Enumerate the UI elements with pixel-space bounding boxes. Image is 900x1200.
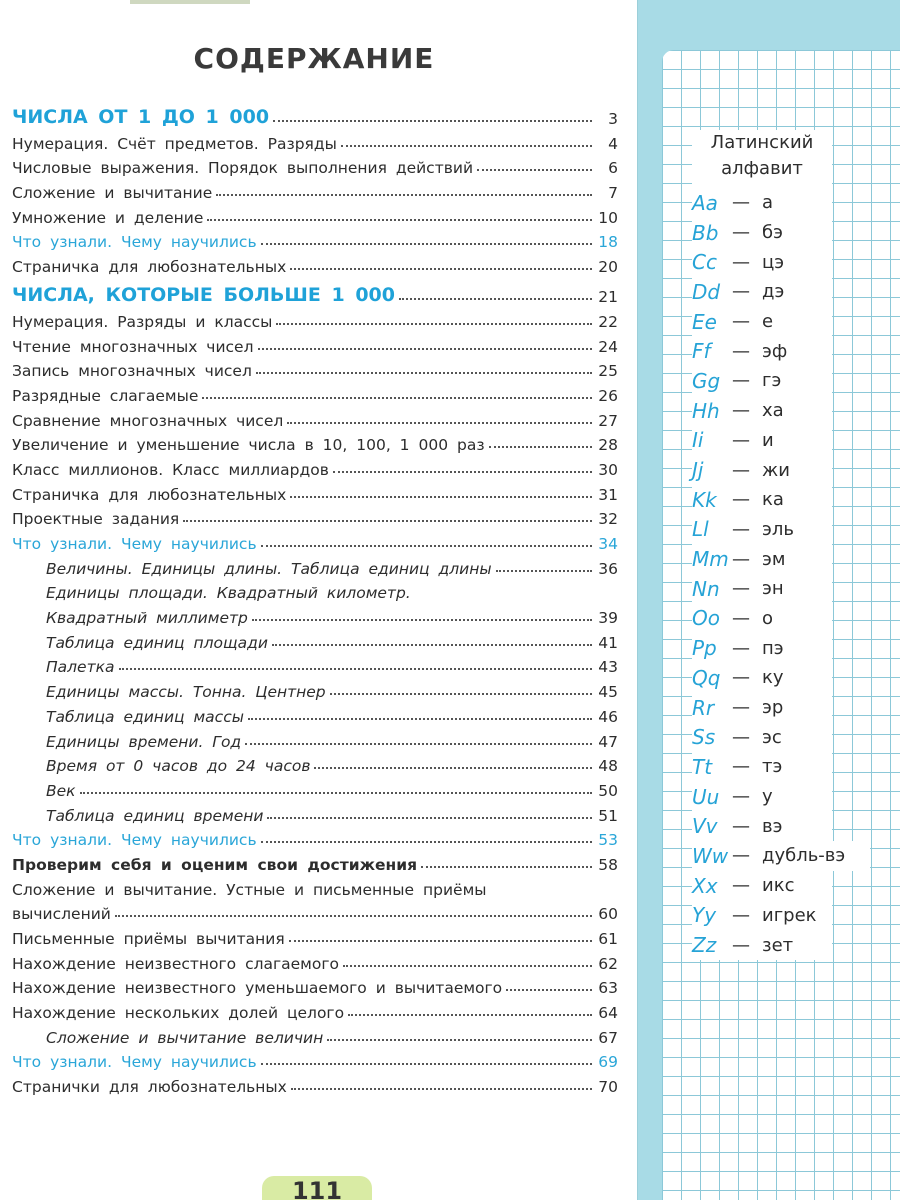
toc-entry-page: 48 bbox=[598, 757, 618, 776]
toc-entry-title: Сложение и вычитание величин bbox=[46, 1028, 324, 1047]
alphabet-letter-row bbox=[692, 871, 832, 901]
letter-dash: — bbox=[732, 815, 750, 837]
toc-entry-page: 30 bbox=[598, 460, 618, 479]
toc-entry-title: Нахождение неизвестного слагаемого bbox=[12, 954, 339, 973]
toc-entry bbox=[12, 1047, 618, 1072]
letter-dash: — bbox=[732, 281, 750, 303]
toc-entry-page: 22 bbox=[598, 312, 618, 331]
toc-entry bbox=[12, 775, 618, 800]
latin-letter: Cc bbox=[692, 250, 717, 275]
toc-entry-title: Что узнали. Чему научились bbox=[12, 1053, 257, 1072]
toc-entry-title: Проверим себя и оценим свои достижения bbox=[12, 855, 418, 874]
letter-russian-name: о bbox=[762, 607, 774, 629]
letter-russian-name: цэ bbox=[762, 251, 785, 273]
letter-russian-name: икс bbox=[762, 875, 795, 897]
toc-entry bbox=[12, 528, 618, 553]
letter-russian-name: игрек bbox=[762, 904, 817, 926]
letter-russian-name: ка bbox=[762, 489, 784, 511]
alphabet-letter-row bbox=[692, 396, 832, 426]
letter-dash: — bbox=[732, 667, 750, 689]
toc-leader-dots bbox=[290, 268, 592, 270]
toc-entry-page: 6 bbox=[608, 159, 618, 178]
toc-entry-page: 26 bbox=[598, 386, 618, 405]
toc-entry-title: Что узнали. Чему научились bbox=[12, 831, 257, 850]
letter-dash: — bbox=[732, 904, 750, 926]
alphabet-letter-row bbox=[692, 485, 832, 515]
toc-entry-page: 7 bbox=[608, 184, 618, 203]
latin-letter: Jj bbox=[692, 458, 704, 483]
toc-entry bbox=[12, 276, 618, 306]
alphabet-letter-row bbox=[692, 901, 832, 931]
toc-entry-title: Величины. Единицы длины. Таблица единиц длины bbox=[46, 559, 492, 578]
letter-russian-name: а bbox=[762, 192, 774, 214]
alphabet-letter-row bbox=[692, 930, 832, 960]
toc-entry-title: Умножение и деление bbox=[12, 208, 204, 227]
letter-russian-name: тэ bbox=[762, 756, 783, 778]
toc-entry-page: 43 bbox=[598, 658, 618, 677]
toc-entry-title: Единицы времени. Год bbox=[46, 732, 242, 751]
toc-entry-page: 20 bbox=[598, 258, 618, 277]
toc-entry bbox=[12, 227, 618, 252]
toc-entry bbox=[12, 800, 618, 825]
latin-letter: Oo bbox=[692, 606, 720, 631]
toc-entry-title: Увеличение и уменьшение числа в 10, 100, 1 000 раз bbox=[12, 436, 485, 455]
toc-entry bbox=[12, 973, 618, 998]
alphabet-letter-row bbox=[692, 218, 832, 248]
alphabet-letter-row bbox=[692, 841, 870, 871]
letter-dash: — bbox=[732, 429, 750, 451]
alphabet-letter-row bbox=[692, 722, 832, 752]
page-title: СОДЕРЖАНИЕ bbox=[193, 42, 435, 75]
toc-leader-dots bbox=[267, 817, 592, 819]
toc-leader-dots bbox=[287, 422, 592, 424]
alphabet-letter-row bbox=[692, 188, 832, 218]
page-number: 111 bbox=[291, 1177, 343, 1200]
alphabet-letter-row bbox=[692, 366, 832, 396]
toc-leader-dots bbox=[276, 323, 592, 325]
latin-letter: Pp bbox=[692, 636, 717, 661]
alphabet-title-line1: Латинский bbox=[710, 132, 814, 153]
toc-entry-title: Сложение и вычитание. Устные и письменные приёмы bbox=[12, 880, 487, 899]
toc-entry-title: Письменные приёмы вычитания bbox=[12, 930, 285, 948]
alphabet-letter-row bbox=[692, 247, 832, 277]
toc-entry-title: Век bbox=[46, 781, 76, 800]
toc-entry bbox=[12, 849, 618, 874]
letter-dash: — bbox=[732, 251, 750, 273]
toc-entry-title: Таблица единиц площади bbox=[46, 633, 268, 652]
toc-entry-page: 36 bbox=[598, 559, 618, 578]
toc-entry-title: Числовые выражения. Порядок выполнения действий bbox=[12, 159, 474, 178]
toc-entry-page: 51 bbox=[598, 806, 618, 825]
toc-leader-dots bbox=[477, 169, 592, 171]
toc-leader-dots bbox=[207, 219, 592, 221]
toc-entry-page: 46 bbox=[598, 707, 618, 726]
toc-leader-dots bbox=[245, 743, 592, 745]
latin-alphabet-panel bbox=[692, 130, 862, 960]
toc-entry-page: 18 bbox=[598, 233, 618, 252]
toc-entry-title: ЧИСЛА, КОТОРЫЕ БОЛЬШЕ 1 000 bbox=[12, 284, 395, 307]
toc-entry-title: Что узнали. Чему научились bbox=[12, 233, 257, 252]
letter-russian-name: эм bbox=[762, 548, 786, 570]
toc-entry-title: Единицы площади. Квадратный километр. bbox=[46, 584, 411, 603]
alphabet-letter-row bbox=[692, 307, 832, 337]
letter-russian-name: ха bbox=[762, 400, 784, 422]
letter-russian-name: жи bbox=[762, 459, 790, 481]
latin-letter: Ff bbox=[692, 339, 711, 364]
toc-entry bbox=[12, 306, 618, 331]
toc-entry-page: 27 bbox=[598, 411, 618, 430]
toc-leader-dots bbox=[261, 841, 592, 843]
letter-dash: — bbox=[732, 400, 750, 422]
toc-entry-title: Сравнение многозначных чисел bbox=[12, 411, 284, 430]
letter-russian-name: у bbox=[762, 786, 773, 808]
toc-entry-page: 70 bbox=[598, 1078, 618, 1097]
toc-entry-page: 41 bbox=[598, 633, 618, 652]
toc-entry-title: Единицы массы. Тонна. Центнер bbox=[46, 683, 326, 702]
toc-entry-page: 10 bbox=[598, 208, 618, 227]
letter-russian-name: пэ bbox=[762, 637, 784, 659]
toc-entry bbox=[12, 454, 618, 479]
alphabet-letter-row bbox=[692, 544, 832, 574]
alphabet-letter-row bbox=[692, 336, 832, 366]
toc-entry bbox=[12, 479, 618, 504]
toc-entry-page: 21 bbox=[598, 288, 618, 307]
toc-leader-dots bbox=[248, 718, 592, 720]
alphabet-title bbox=[692, 130, 832, 188]
toc-entry-title: Сложение и вычитание bbox=[12, 184, 213, 203]
toc-entry-page: 61 bbox=[598, 930, 618, 948]
toc-entry-title: Странички для любознательных bbox=[12, 1078, 287, 1097]
toc-leader-dots bbox=[290, 496, 592, 498]
toc-entry-page: 45 bbox=[598, 683, 618, 702]
alphabet-letter-row bbox=[692, 574, 832, 604]
toc-leader-dots bbox=[421, 866, 592, 868]
toc-entry bbox=[12, 899, 618, 924]
toc-leader-dots bbox=[489, 446, 592, 448]
toc-entry-page: 31 bbox=[598, 485, 618, 504]
toc-entry-page: 28 bbox=[598, 436, 618, 455]
toc-entry bbox=[12, 331, 618, 356]
toc-entry-title: Нумерация. Разряды и классы bbox=[12, 312, 273, 331]
letter-dash: — bbox=[732, 845, 750, 867]
latin-letter: Yy bbox=[692, 903, 717, 928]
latin-letter: Gg bbox=[692, 368, 721, 393]
toc-entry bbox=[12, 948, 618, 973]
toc-entry-page: 24 bbox=[598, 337, 618, 356]
toc-entry-page: 63 bbox=[598, 979, 618, 998]
toc-entry bbox=[12, 128, 618, 153]
toc-entry-page: 62 bbox=[598, 954, 618, 973]
toc-leader-dots bbox=[261, 243, 592, 245]
toc-leader-dots bbox=[289, 940, 592, 942]
toc-entry bbox=[12, 356, 618, 381]
toc-entry bbox=[12, 676, 618, 701]
toc-entry bbox=[12, 504, 618, 529]
toc-entry-title: Время от 0 часов до 24 часов bbox=[46, 757, 311, 776]
toc-entry bbox=[12, 627, 618, 652]
toc-leader-dots bbox=[348, 1014, 592, 1016]
toc-leader-dots bbox=[119, 668, 593, 670]
toc-entry-title: Палетка bbox=[46, 658, 115, 677]
toc-entry bbox=[12, 98, 618, 128]
toc-entry-page: 53 bbox=[598, 831, 618, 850]
latin-letter: Zz bbox=[692, 933, 717, 958]
latin-letter: Ll bbox=[692, 517, 709, 542]
latin-letter: Qq bbox=[692, 665, 721, 690]
toc-entry bbox=[12, 874, 618, 899]
toc-entry-page: 3 bbox=[608, 110, 618, 128]
toc-entry-title: Страничка для любознательных bbox=[12, 258, 287, 277]
letter-russian-name: ку bbox=[762, 667, 784, 689]
toc-entry-title: Таблица единиц времени bbox=[46, 806, 264, 825]
letter-dash: — bbox=[732, 756, 750, 778]
letter-dash: — bbox=[732, 934, 750, 956]
toc-entry bbox=[12, 251, 618, 276]
table-of-contents bbox=[12, 98, 618, 1096]
toc-entry bbox=[12, 405, 618, 430]
latin-letter: Mm bbox=[692, 547, 729, 572]
toc-entry-title: Нахождение неизвестного уменьшаемого и вычитаемого bbox=[12, 979, 503, 998]
toc-leader-dots bbox=[261, 545, 592, 547]
toc-leader-dots bbox=[80, 792, 592, 794]
toc-entry-page: 34 bbox=[598, 535, 618, 553]
latin-letter: Vv bbox=[692, 814, 718, 839]
toc-entry bbox=[12, 177, 618, 202]
toc-entry bbox=[12, 202, 618, 227]
letter-dash: — bbox=[732, 578, 750, 600]
toc-entry-title: Разрядные слагаемые bbox=[12, 386, 199, 405]
toc-entry-page: 25 bbox=[598, 362, 618, 381]
latin-letter: Ii bbox=[692, 428, 704, 453]
toc-entry-page: 60 bbox=[598, 905, 618, 924]
letter-russian-name: вэ bbox=[762, 815, 783, 837]
toc-leader-dots bbox=[330, 693, 592, 695]
toc-entry bbox=[12, 1071, 618, 1096]
toc-entry bbox=[12, 1022, 618, 1047]
letter-russian-name: и bbox=[762, 429, 774, 451]
toc-leader-dots bbox=[496, 570, 592, 572]
latin-letter: Nn bbox=[692, 576, 720, 601]
toc-entry bbox=[12, 553, 618, 578]
letter-russian-name: эн bbox=[762, 578, 784, 600]
toc-leader-dots bbox=[115, 915, 592, 917]
toc-entry bbox=[12, 751, 618, 776]
toc-leader-dots bbox=[333, 471, 592, 473]
toc-leader-dots bbox=[341, 145, 592, 147]
latin-letter: Ww bbox=[692, 843, 729, 868]
toc-entry bbox=[12, 997, 618, 1022]
toc-entry bbox=[12, 430, 618, 455]
toc-entry-title: ЧИСЛА ОТ 1 ДО 1 000 bbox=[12, 106, 270, 128]
letter-russian-name: гэ bbox=[762, 370, 782, 392]
letter-russian-name: дубль-вэ bbox=[762, 845, 846, 867]
toc-leader-dots bbox=[506, 989, 592, 991]
toc-entry-page: 4 bbox=[608, 134, 618, 153]
toc-leader-dots bbox=[399, 298, 592, 300]
toc-entry bbox=[12, 578, 618, 603]
alphabet-letter-row bbox=[692, 782, 832, 812]
toc-entry bbox=[12, 652, 618, 677]
toc-entry bbox=[12, 701, 618, 726]
toc-entry-title: Квадратный миллиметр bbox=[46, 609, 248, 628]
toc-entry-title: вычислений bbox=[12, 905, 111, 924]
alphabet-letter-row bbox=[692, 811, 832, 841]
toc-entry-page: 32 bbox=[598, 510, 618, 529]
letter-dash: — bbox=[732, 726, 750, 748]
toc-entry-title: Проектные задания bbox=[12, 510, 180, 529]
toc-entry-page: 39 bbox=[598, 609, 618, 628]
top-tab-decoration bbox=[130, 0, 250, 4]
toc-entry-page: 47 bbox=[598, 732, 618, 751]
toc-entry-page: 58 bbox=[598, 855, 618, 874]
letter-dash: — bbox=[732, 192, 750, 214]
alphabet-letter-row bbox=[692, 693, 832, 723]
alphabet-letter-row bbox=[692, 604, 832, 634]
latin-letter: Kk bbox=[692, 487, 717, 512]
toc-leader-dots bbox=[256, 372, 592, 374]
letter-dash: — bbox=[732, 370, 750, 392]
toc-entry-title: Нумерация. Счёт предметов. Разряды bbox=[12, 134, 337, 153]
letter-dash: — bbox=[732, 637, 750, 659]
toc-entry bbox=[12, 825, 618, 850]
letter-dash: — bbox=[732, 607, 750, 629]
letter-dash: — bbox=[732, 222, 750, 244]
toc-entry-title: Что узнали. Чему научились bbox=[12, 535, 257, 553]
latin-letter: Ss bbox=[692, 725, 716, 750]
letter-dash: — bbox=[732, 459, 750, 481]
toc-entry bbox=[12, 153, 618, 178]
alphabet-letter-row bbox=[692, 752, 832, 782]
toc-leader-dots bbox=[261, 1063, 592, 1065]
toc-entry bbox=[12, 923, 618, 948]
alphabet-letter-row bbox=[692, 633, 832, 663]
alphabet-letter-row bbox=[692, 663, 832, 693]
toc-entry-title: Страничка для любознательных bbox=[12, 485, 287, 504]
toc-entry-page: 69 bbox=[598, 1053, 618, 1072]
letter-russian-name: эль bbox=[762, 518, 794, 540]
toc-leader-dots bbox=[291, 1088, 592, 1090]
letter-dash: — bbox=[732, 786, 750, 808]
latin-letter: Ee bbox=[692, 309, 717, 334]
toc-leader-dots bbox=[272, 644, 592, 646]
latin-letter: Dd bbox=[692, 279, 721, 304]
letter-dash: — bbox=[732, 875, 750, 897]
toc-entry-title: Класс миллионов. Класс миллиардов bbox=[12, 460, 329, 479]
letter-dash: — bbox=[732, 340, 750, 362]
toc-leader-dots bbox=[252, 619, 592, 621]
letter-dash: — bbox=[732, 518, 750, 540]
toc-entry-title: Таблица единиц массы bbox=[46, 707, 244, 726]
latin-letter: Xx bbox=[692, 873, 718, 898]
letter-dash: — bbox=[732, 311, 750, 333]
toc-leader-dots bbox=[258, 348, 593, 350]
alphabet-title-line2: алфавит bbox=[721, 158, 803, 179]
latin-letter: Rr bbox=[692, 695, 715, 720]
alphabet-letter-row bbox=[692, 277, 832, 307]
letter-russian-name: эр bbox=[762, 697, 784, 719]
letter-russian-name: зет bbox=[762, 934, 794, 956]
letter-russian-name: эс bbox=[762, 726, 782, 748]
latin-letter: Tt bbox=[692, 754, 713, 779]
letter-dash: — bbox=[732, 489, 750, 511]
alphabet-letter-row bbox=[692, 455, 832, 485]
latin-letter: Aa bbox=[692, 190, 718, 215]
letter-russian-name: бэ bbox=[762, 222, 783, 244]
toc-leader-dots bbox=[216, 194, 592, 196]
toc-entry bbox=[12, 602, 618, 627]
alphabet-letter-row bbox=[692, 426, 832, 456]
toc-entry-title: Нахождение нескольких долей целого bbox=[12, 1004, 345, 1023]
toc-leader-dots bbox=[314, 767, 592, 769]
toc-leader-dots bbox=[273, 120, 592, 122]
toc-leader-dots bbox=[343, 965, 592, 967]
letter-russian-name: эф bbox=[762, 340, 788, 362]
latin-letter: Uu bbox=[692, 784, 720, 809]
toc-entry bbox=[12, 726, 618, 751]
toc-entry-title: Запись многозначных чисел bbox=[12, 362, 252, 381]
toc-entry-page: 64 bbox=[598, 1004, 618, 1023]
letter-dash: — bbox=[732, 548, 750, 570]
letter-dash: — bbox=[732, 697, 750, 719]
latin-letter: Hh bbox=[692, 398, 720, 423]
toc-entry-page: 67 bbox=[598, 1028, 618, 1047]
toc-entry-title: Чтение многозначных чисел bbox=[12, 337, 254, 356]
letter-russian-name: е bbox=[762, 311, 774, 333]
toc-leader-dots bbox=[183, 520, 592, 522]
letter-russian-name: дэ bbox=[762, 281, 785, 303]
toc-entry bbox=[12, 380, 618, 405]
latin-letter: Bb bbox=[692, 220, 719, 245]
toc-entry-page: 50 bbox=[598, 781, 618, 800]
toc-leader-dots bbox=[202, 397, 592, 399]
toc-leader-dots bbox=[327, 1039, 592, 1041]
alphabet-letter-row bbox=[692, 515, 832, 545]
